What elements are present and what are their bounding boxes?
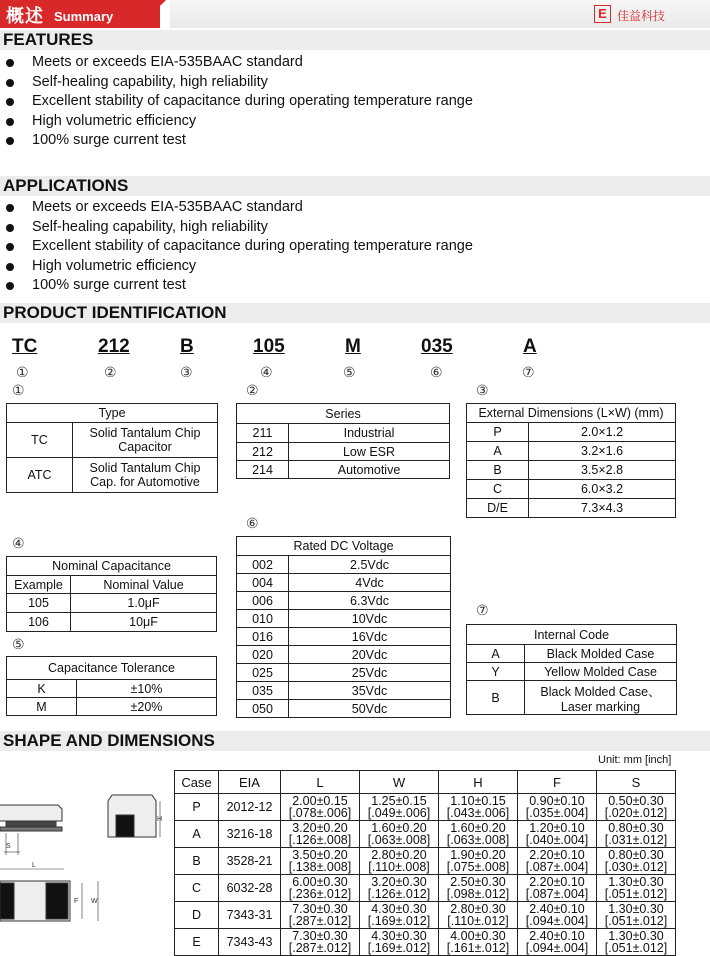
- dim-value-inch: [.043±.006]: [446, 806, 510, 820]
- dims-value: 3.2×1.6: [529, 442, 676, 461]
- dim-value-mm: 1.90±0.20: [450, 848, 506, 862]
- logo-icon: E: [594, 5, 611, 23]
- dim-value-f: [518, 848, 597, 875]
- marker-5: ⑤: [343, 364, 356, 380]
- bullet-icon: [6, 137, 14, 145]
- bullet-icon: [6, 224, 14, 232]
- volt-value: 25Vdc: [289, 664, 451, 682]
- series-value: Industrial: [289, 424, 450, 443]
- label-w: W: [91, 898, 98, 905]
- series-code: 212: [237, 443, 289, 461]
- dim-value-mm: 3.20±0.30: [371, 875, 427, 889]
- series-code: 214: [237, 461, 289, 479]
- application-item-text: High volumetric efficiency: [32, 257, 197, 274]
- bottom-terminal-right: [46, 883, 68, 919]
- side-base: [0, 827, 62, 831]
- dim-value-w: [360, 929, 439, 956]
- dims-table: [466, 403, 676, 518]
- dim-row: [175, 902, 676, 929]
- tol-code: K: [7, 680, 77, 698]
- dim-row: [175, 821, 676, 848]
- side-body: [0, 805, 62, 821]
- volt-table-header: Rated DC Voltage: [237, 537, 451, 556]
- dim-value-mm: 0.50±0.30: [608, 794, 664, 808]
- dim-value-s: [597, 821, 676, 848]
- cap-code: 106: [7, 613, 71, 632]
- dim-header-h: H: [439, 771, 518, 794]
- volt-value: 4Vdc: [289, 574, 451, 592]
- internal-table-marker: ⑦: [476, 602, 489, 618]
- dim-value-inch: [.138±.008]: [288, 860, 352, 874]
- code-tolerance: M: [345, 336, 361, 357]
- end-view: [108, 795, 163, 837]
- internal-code: B: [467, 681, 525, 715]
- label-s: S: [6, 843, 11, 850]
- dim-value-inch: [.051±.012]: [604, 887, 668, 901]
- header-title-en: Summary: [54, 9, 114, 24]
- type-desc: [73, 458, 218, 493]
- dim-value-mm: 1.25±0.15: [371, 794, 427, 808]
- cap-table: [6, 556, 217, 632]
- dim-value-s: [597, 929, 676, 956]
- tol-value: ±20%: [77, 698, 217, 716]
- dim-value-s: [597, 875, 676, 902]
- dims-value: 3.5×2.8: [529, 461, 676, 480]
- dim-value-f: [518, 875, 597, 902]
- logo-text: 佳益科技: [617, 9, 666, 23]
- dim-value-mm: 4.30±0.30: [371, 902, 427, 916]
- internal-value: Yellow Molded Case: [525, 663, 677, 681]
- dim-value-mm: 2.40±0.10: [529, 902, 585, 916]
- volt-value: 50Vdc: [289, 700, 451, 718]
- dim-value-f: [518, 902, 597, 929]
- application-item-text: Excellent stability of capacitance during operating temperature range: [32, 238, 473, 255]
- dim-value-inch: [.040±.004]: [525, 833, 589, 847]
- internal-code: Y: [467, 663, 525, 681]
- dim-case: C: [175, 875, 219, 902]
- dim-header-f: F: [518, 771, 597, 794]
- dim-value-mm: 6.00±0.30: [292, 875, 348, 889]
- bullet-icon: [6, 282, 14, 290]
- dim-value-w: [360, 821, 439, 848]
- volt-code: 050: [237, 700, 289, 718]
- internal-table-header: Internal Code: [467, 625, 677, 645]
- type-code: ATC: [7, 458, 73, 493]
- application-item-text: 100% surge current test: [32, 277, 186, 294]
- dim-value-inch: [.110±.012]: [447, 914, 509, 928]
- unit-label: Unit: mm [inch]: [598, 754, 672, 766]
- dim-value-inch: [.161±.012]: [446, 941, 510, 955]
- dim-value-s: [597, 902, 676, 929]
- dim-value-mm: 1.60±0.20: [371, 821, 427, 835]
- dim-value-l: [281, 875, 360, 902]
- code-capacitance: 105: [253, 336, 285, 357]
- dim-value-h: [439, 821, 518, 848]
- dim-value-h: [439, 902, 518, 929]
- tol-table: [6, 656, 217, 716]
- product-id-title: PRODUCT IDENTIFICATION: [0, 303, 710, 323]
- dim-value-mm: 2.80±0.20: [371, 848, 427, 862]
- dim-value-inch: [.020±.012]: [604, 806, 668, 820]
- dim-value-inch: [.087±.004]: [525, 860, 589, 874]
- dim-value-inch: [.051±.012]: [604, 941, 668, 955]
- volt-value: 10Vdc: [289, 610, 451, 628]
- dim-value-l: [281, 848, 360, 875]
- bullet-icon: [6, 243, 14, 251]
- dims-value: 2.0×1.2: [529, 423, 676, 442]
- dims-value: 7.3×4.3: [529, 499, 676, 518]
- dim-value-f: [518, 929, 597, 956]
- feature-item-text: 100% surge current test: [32, 132, 186, 149]
- dim-value-inch: [.051±.012]: [604, 914, 668, 928]
- dim-value-inch: [.063±.008]: [367, 833, 431, 847]
- dims-code: D/E: [467, 499, 529, 518]
- application-item-text: Self-healing capability, high reliability: [32, 218, 268, 235]
- cap-col-value: Nominal Value: [71, 576, 217, 594]
- tol-table-header: Capacitance Tolerance: [7, 657, 217, 680]
- dim-eia: 6032-28: [219, 875, 281, 902]
- code-type: TC: [12, 336, 38, 357]
- dim-value-mm: 2.20±0.10: [529, 848, 585, 862]
- type-table: [6, 403, 218, 493]
- volt-code: 010: [237, 610, 289, 628]
- marker-2: ②: [104, 364, 117, 380]
- dims-table-marker: ③: [476, 382, 489, 398]
- dim-value-inch: [.035±.004]: [525, 806, 589, 820]
- volt-value: 16Vdc: [289, 628, 451, 646]
- marker-6: ⑥: [430, 364, 443, 380]
- dim-value-inch: [.169±.012]: [367, 914, 431, 928]
- dim-value-mm: 7.30±0.30: [292, 929, 348, 943]
- volt-value: 20Vdc: [289, 646, 451, 664]
- type-desc-line1: Solid Tantalum Chip: [89, 426, 201, 440]
- tol-value: ±10%: [77, 680, 217, 698]
- applications-title: APPLICATIONS: [0, 176, 710, 196]
- application-item-text: Meets or exceeds EIA-535BAAC standard: [32, 199, 303, 215]
- features-title: FEATURES: [0, 30, 710, 50]
- dims-table-header: External Dimensions (L×W) (mm): [467, 404, 676, 423]
- dim-value-l: [281, 902, 360, 929]
- dim-value-inch: [.110±.008]: [368, 860, 430, 874]
- dim-value-inch: [.031±.012]: [604, 833, 668, 847]
- dim-value-inch: [.098±.012]: [446, 887, 510, 901]
- internal-table: [466, 624, 677, 715]
- dim-value-f: [518, 821, 597, 848]
- feature-item-text: Meets or exceeds EIA-535BAAC standard: [32, 54, 303, 70]
- volt-code: 035: [237, 682, 289, 700]
- feature-item-text: High volumetric efficiency: [32, 112, 197, 129]
- dims-value: 6.0×3.2: [529, 480, 676, 499]
- dim-value-h: [439, 794, 518, 821]
- series-table: [236, 403, 450, 479]
- dim-row: [175, 794, 676, 821]
- volt-code: 004: [237, 574, 289, 592]
- dim-value-inch: [.287±.012]: [288, 914, 352, 928]
- dim-value-mm: 2.20±0.10: [529, 875, 585, 889]
- cap-value: 10μF: [71, 613, 217, 632]
- dim-value-inch: [.236±.012]: [288, 887, 352, 901]
- volt-code: 006: [237, 592, 289, 610]
- dim-value-mm: 4.30±0.30: [371, 929, 427, 943]
- type-desc-line2: Cap. for Automotive: [90, 475, 200, 489]
- dim-value-w: [360, 848, 439, 875]
- internal-value: Black Molded Case: [525, 645, 677, 663]
- dim-value-mm: 3.50±0.20: [292, 848, 348, 862]
- dim-value-mm: 4.00±0.30: [450, 929, 506, 943]
- dim-value-h: [439, 875, 518, 902]
- cap-col-example: Example: [7, 576, 71, 594]
- internal-value-line2: Laser marking: [560, 699, 641, 714]
- feature-item-text: Self-healing capability, high reliability: [32, 73, 268, 90]
- dim-value-mm: 2.80±0.30: [450, 902, 506, 916]
- type-table-marker: ①: [12, 382, 25, 398]
- series-value: Low ESR: [289, 443, 450, 461]
- dim-value-inch: [.078±.006]: [288, 806, 352, 820]
- volt-table-marker: ⑥: [246, 515, 259, 531]
- dim-value-inch: [.030±.012]: [604, 860, 668, 874]
- dim-value-h: [439, 848, 518, 875]
- dim-value-inch: [.169±.012]: [367, 941, 431, 955]
- dim-case: P: [175, 794, 219, 821]
- dim-value-inch: [.087±.004]: [525, 887, 589, 901]
- marker-1: ①: [16, 364, 29, 380]
- dim-row: [175, 929, 676, 956]
- dim-value-w: [360, 794, 439, 821]
- capacitor-diagram: [0, 775, 172, 925]
- dim-value-f: [518, 794, 597, 821]
- dim-value-mm: 1.30±0.30: [608, 875, 664, 889]
- type-desc-line2: Capacitor: [118, 440, 172, 454]
- bullet-icon: [6, 204, 14, 212]
- volt-value: 6.3Vdc: [289, 592, 451, 610]
- series-value: Automotive: [289, 461, 450, 479]
- dim-header-w: W: [360, 771, 439, 794]
- dim-value-mm: 1.60±0.20: [450, 821, 506, 835]
- dim-value-mm: 1.10±0.15: [450, 794, 506, 808]
- tol-code: M: [7, 698, 77, 716]
- cap-code: 105: [7, 594, 71, 613]
- dims-code: P: [467, 423, 529, 442]
- bottom-terminal-left: [0, 883, 14, 919]
- dim-value-l: [281, 794, 360, 821]
- dim-header-case: Case: [175, 771, 219, 794]
- series-table-header: Series: [237, 404, 450, 424]
- volt-table: [236, 536, 451, 718]
- internal-value-line1: Black Molded Case、: [540, 684, 661, 699]
- dim-case: B: [175, 848, 219, 875]
- volt-value: 2.5Vdc: [289, 556, 451, 574]
- dim-value-mm: 7.30±0.30: [292, 902, 348, 916]
- type-table-header: Type: [7, 404, 218, 423]
- dim-value-inch: [.126±.012]: [367, 887, 431, 901]
- marker-7: ⑦: [522, 364, 535, 380]
- end-terminal: [116, 815, 134, 837]
- dim-value-inch: [.063±.008]: [446, 833, 510, 847]
- dim-value-w: [360, 875, 439, 902]
- dim-case: A: [175, 821, 219, 848]
- volt-code: 025: [237, 664, 289, 682]
- dim-value-inch: [.094±.004]: [525, 914, 589, 928]
- shape-title: SHAPE AND DIMENSIONS: [0, 731, 710, 751]
- dim-value-l: [281, 929, 360, 956]
- series-code: 211: [237, 424, 289, 443]
- internal-code: A: [467, 645, 525, 663]
- cap-table-marker: ④: [12, 535, 25, 551]
- side-terminal-left: [6, 821, 56, 827]
- dim-value-mm: 3.20±0.20: [292, 821, 348, 835]
- label-h: H: [157, 816, 163, 823]
- dims-code: A: [467, 442, 529, 461]
- label-l: L: [32, 862, 36, 869]
- code-series: 212: [98, 336, 130, 357]
- code-internal: A: [523, 336, 537, 357]
- marker-3: ③: [180, 364, 193, 380]
- header-title-tail: [138, 0, 166, 28]
- dim-header-eia: EIA: [219, 771, 281, 794]
- volt-value: 35Vdc: [289, 682, 451, 700]
- dim-value-mm: 2.40±0.10: [529, 929, 585, 943]
- series-table-marker: ②: [246, 382, 259, 398]
- dim-eia: 3528-21: [219, 848, 281, 875]
- dims-code: B: [467, 461, 529, 480]
- type-desc-line1: Solid Tantalum Chip: [89, 461, 201, 475]
- type-desc: [73, 423, 218, 458]
- header-title-cn: 概述: [6, 6, 44, 26]
- dim-value-inch: [.287±.012]: [288, 941, 352, 955]
- dim-eia: 7343-31: [219, 902, 281, 929]
- bullet-icon: [6, 79, 14, 87]
- dim-value-inch: [.049±.006]: [367, 806, 431, 820]
- type-code: TC: [7, 423, 73, 458]
- dim-value-inch: [.094±.004]: [525, 941, 589, 955]
- dim-case: D: [175, 902, 219, 929]
- dim-value-mm: 1.20±0.10: [529, 821, 585, 835]
- dim-value-mm: 2.50±0.30: [450, 875, 506, 889]
- volt-code: 020: [237, 646, 289, 664]
- label-f: F: [74, 898, 79, 905]
- volt-code: 016: [237, 628, 289, 646]
- dim-case: E: [175, 929, 219, 956]
- dim-value-mm: 0.80±0.30: [608, 848, 664, 862]
- bullet-icon: [6, 59, 14, 67]
- dim-eia: 3216-18: [219, 821, 281, 848]
- dim-value-s: [597, 794, 676, 821]
- bullet-icon: [6, 118, 14, 126]
- bullet-icon: [6, 98, 14, 106]
- feature-item-text: Excellent stability of capacitance during operating temperature range: [32, 93, 473, 110]
- cap-table-header: Nominal Capacitance: [7, 557, 217, 576]
- bullet-icon: [6, 263, 14, 271]
- dim-row: [175, 848, 676, 875]
- dim-header-l: L: [281, 771, 360, 794]
- dim-header-s: S: [597, 771, 676, 794]
- dim-value-s: [597, 848, 676, 875]
- dimensions-table-body: [175, 794, 676, 956]
- code-case: B: [180, 336, 194, 357]
- dim-value-mm: 0.80±0.30: [608, 821, 664, 835]
- dim-value-l: [281, 821, 360, 848]
- volt-code: 002: [237, 556, 289, 574]
- dimensions-table: [174, 770, 676, 956]
- dim-value-inch: [.126±.008]: [288, 833, 352, 847]
- dim-value-mm: 1.30±0.30: [608, 902, 664, 916]
- dim-value-h: [439, 929, 518, 956]
- dims-code: C: [467, 480, 529, 499]
- dim-value-mm: 1.30±0.30: [608, 929, 664, 943]
- dim-value-w: [360, 902, 439, 929]
- bottom-view: [0, 869, 98, 921]
- dim-value-mm: 0.90±0.10: [529, 794, 585, 808]
- code-voltage: 035: [421, 336, 453, 357]
- cap-value: 1.0μF: [71, 594, 217, 613]
- tol-table-marker: ⑤: [12, 636, 25, 652]
- dim-eia: 2012-12: [219, 794, 281, 821]
- internal-value: [525, 681, 677, 715]
- dim-value-inch: [.075±.008]: [446, 860, 510, 874]
- dim-value-mm: 2.00±0.15: [292, 794, 348, 808]
- dim-eia: 7343-43: [219, 929, 281, 956]
- dim-row: [175, 875, 676, 902]
- marker-4: ④: [260, 364, 273, 380]
